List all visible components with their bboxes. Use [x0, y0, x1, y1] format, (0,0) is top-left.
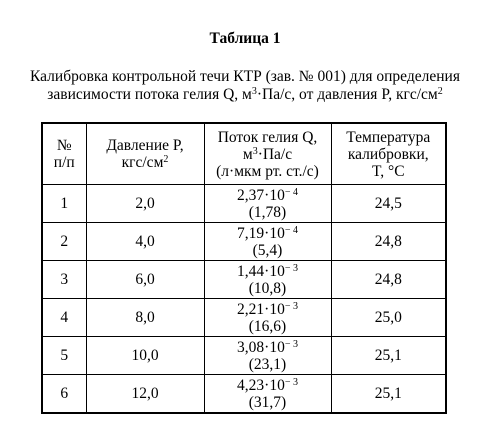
header-flow-exponent: 3 — [252, 145, 258, 157]
caption-line-1: Калибровка контрольной течи КТР (зав. № 001) для определения — [30, 68, 460, 85]
header-number-line-1: № — [56, 137, 72, 154]
cell-flow — [204, 337, 331, 375]
cell-number: 2 — [42, 223, 86, 261]
table-body — [42, 185, 446, 414]
flow-alt-value: (10,8) — [248, 279, 287, 297]
table-row — [42, 185, 446, 223]
flow-exponent: − 4 — [284, 224, 298, 236]
header-pressure-unit: кгс/см — [121, 154, 164, 171]
header-temperature-line-1: Температура — [346, 128, 431, 146]
flow-exponent: − 3 — [284, 262, 298, 274]
header-flow-line-1: Поток гелия Q, — [217, 128, 318, 146]
flow-alt-value: (1,78) — [248, 203, 287, 221]
cell-number: 1 — [42, 185, 86, 223]
cell-number: 5 — [42, 337, 86, 375]
header-flow-line-2 — [207, 146, 329, 163]
header-pressure — [86, 123, 204, 185]
flow-alt-value: (16,6) — [248, 317, 287, 335]
caption-exponent-1: 3 — [251, 86, 257, 97]
cell-number: 4 — [42, 299, 86, 337]
flow-mantissa: 2,21·10 — [237, 300, 285, 318]
calibration-table — [41, 122, 447, 414]
caption-exponent-2: 2 — [437, 86, 443, 97]
header-pressure-line-1: Давление P, — [106, 137, 184, 154]
cell-temperature: 25,1 — [331, 337, 446, 375]
table-row — [42, 375, 446, 414]
flow-exponent: − 3 — [284, 376, 298, 388]
cell-temperature: 25,1 — [331, 375, 446, 414]
flow-alt-value: (23,1) — [248, 355, 287, 373]
cell-temperature: 24,8 — [331, 261, 446, 299]
table-row — [42, 261, 446, 299]
flow-value — [207, 225, 329, 242]
table-row — [42, 223, 446, 261]
caption-line-2-text: зависимости потока гелия Q, м — [47, 86, 252, 103]
cell-pressure: 12,0 — [86, 375, 204, 414]
cell-temperature: 25,0 — [331, 299, 446, 337]
caption-line-2 — [0, 86, 490, 104]
cell-flow — [204, 375, 331, 414]
cell-pressure: 2,0 — [86, 185, 204, 223]
cell-temperature: 24,5 — [331, 185, 446, 223]
cell-temperature: 24,8 — [331, 223, 446, 261]
header-number — [42, 123, 86, 185]
flow-exponent: − 3 — [284, 300, 298, 312]
header-pressure-line-2 — [89, 154, 202, 171]
header-flow-unit-b: ·Па/с — [257, 145, 293, 163]
cell-number: 6 — [42, 375, 86, 414]
table-caption — [0, 68, 490, 104]
flow-alt-value: (5,4) — [252, 241, 283, 259]
flow-value — [207, 301, 329, 318]
header-temperature-line-3: T, °C — [371, 162, 405, 180]
flow-mantissa: 2,37·10 — [237, 186, 285, 204]
page-title: Таблица 1 — [209, 30, 281, 47]
flow-exponent: − 3 — [284, 338, 298, 350]
table-header — [42, 123, 446, 185]
cell-flow — [204, 185, 331, 223]
header-flow — [204, 123, 331, 185]
header-temperature-line-2: калибровки, — [347, 145, 429, 163]
header-number-line-2: п/п — [53, 154, 75, 171]
flow-value — [207, 187, 329, 204]
flow-mantissa: 1,44·10 — [237, 262, 285, 280]
flow-exponent: − 4 — [284, 186, 298, 198]
flow-alt-value: (31,7) — [248, 393, 287, 411]
header-temperature — [331, 123, 446, 185]
header-flow-unit-a: м — [242, 145, 253, 163]
header-row — [42, 123, 446, 185]
table-row — [42, 337, 446, 375]
cell-flow — [204, 299, 331, 337]
flow-value — [207, 339, 329, 356]
cell-pressure: 8,0 — [86, 299, 204, 337]
flow-mantissa: 3,08·10 — [237, 338, 285, 356]
flow-mantissa: 4,23·10 — [237, 376, 285, 394]
flow-mantissa: 7,19·10 — [237, 224, 285, 242]
cell-flow — [204, 261, 331, 299]
cell-flow — [204, 223, 331, 261]
cell-number: 3 — [42, 261, 86, 299]
caption-line-2-mid: ·Па/с, от давления P, кгс/см — [256, 86, 438, 103]
cell-pressure: 10,0 — [86, 337, 204, 375]
cell-pressure: 6,0 — [86, 261, 204, 299]
flow-value — [207, 377, 329, 394]
table-row — [42, 299, 446, 337]
header-pressure-exponent: 2 — [163, 154, 169, 165]
flow-value — [207, 263, 329, 280]
header-flow-line-3: (л·мкм рт. ст./с) — [216, 162, 319, 180]
cell-pressure: 4,0 — [86, 223, 204, 261]
